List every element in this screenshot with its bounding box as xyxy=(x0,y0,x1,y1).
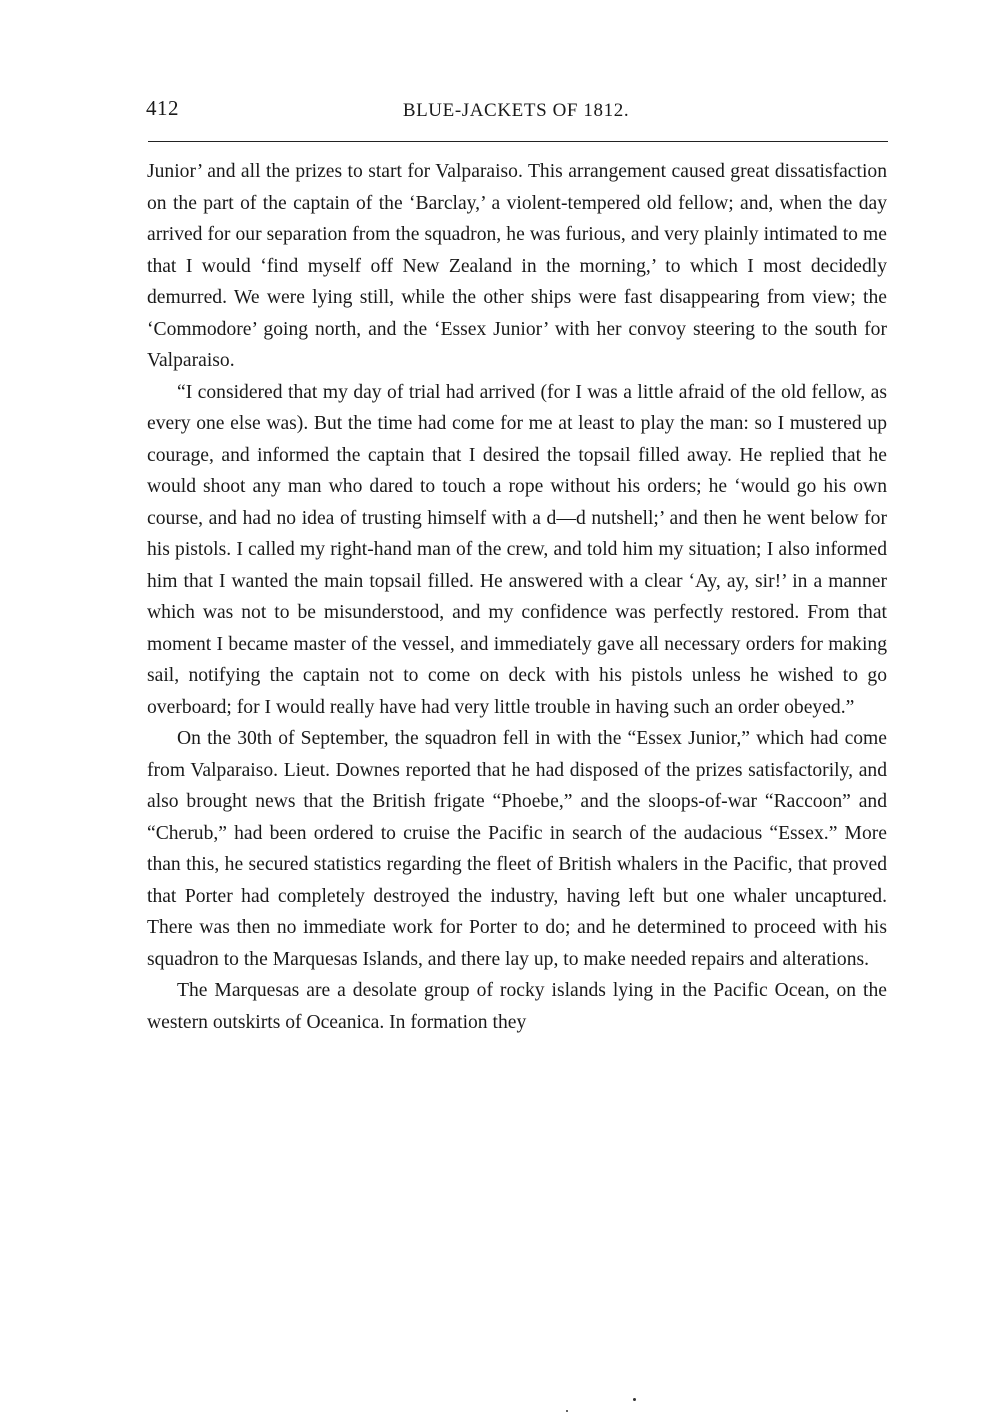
header-rule xyxy=(148,141,888,142)
print-speck xyxy=(633,1398,636,1401)
page-number: 412 xyxy=(146,96,179,120)
paragraph-3: On the 30th of September, the squadron fell in with the “Essex Junior,” which had come from Valparaiso. Lieut. Downes reported that he had disposed of the prizes satisfactorily, and also brought news that the British frigate “Phoebe,” and the sloops-of-war “Raccoon” and “Cherub,” had been ordered to cruise the Pacific in search of the audacious “Essex.” More than this, he secured statistics regarding the fleet of British whalers in the Pacific, that proved that Porter had completely destroyed the industry, having left but one whaler uncaptured. There was then no immediate work for Porter to do; and he determined to proceed with his squadron to the Marquesas Islands, and there lay up, to make needed repairs and alterations. xyxy=(147,728,887,970)
body-text xyxy=(147,156,887,1038)
paragraph-2: “I considered that my day of trial had arrived (for I was a little afraid of the old fellow, as every one else was). But the time had come for me at least to play the man: so I mustered up courage, and informed the captain that I desired the topsail filled away. He replied that he would shoot any man who dared to touch a rope without his orders; he ‘would go his own course, and had no idea of trusting himself with a d—d nutshell;’ and then he went below for his pistols. I called my right-hand man of the crew, and told him my situation; I also informed him that I wanted the main topsail filled. He answered with a clear ‘Ay, ay, sir!’ in a manner which was not to be misunderstood, and my confidence was perfectly restored. From that moment I became master of the vessel, and immediately gave all necessary orders for making sail, notifying the captain not to come on deck with his pistols unless he wished to go overboard; for I would really have had very little trouble in having such an order obeyed.” xyxy=(147,381,887,718)
page-header xyxy=(146,96,886,136)
paragraph-1: Junior’ and all the prizes to start for Valparaiso. This arrangement caused great dissatisfaction on the part of the captain of the ‘Barclay,’ a violent-tempered old fellow; and, when the day arrived for our separation from the squadron, he was furious, and very plainly intimated to me that I would ‘find myself off New Zealand in the morning,’ to which I most decidedly demurred. We were lying still, while the other ships were fast disappearing from view; the ‘Commodore’ going north, and the ‘Essex Junior’ with her convoy steering to the south for Valparaiso. xyxy=(147,161,887,371)
running-head: BLUE-JACKETS OF 1812. xyxy=(402,100,630,121)
paragraph-4: The Marquesas are a desolate group of rocky islands lying in the Pacific Ocean, on the western outskirts of Oceanica. In formation they xyxy=(147,980,887,1033)
print-speck xyxy=(566,1410,568,1412)
